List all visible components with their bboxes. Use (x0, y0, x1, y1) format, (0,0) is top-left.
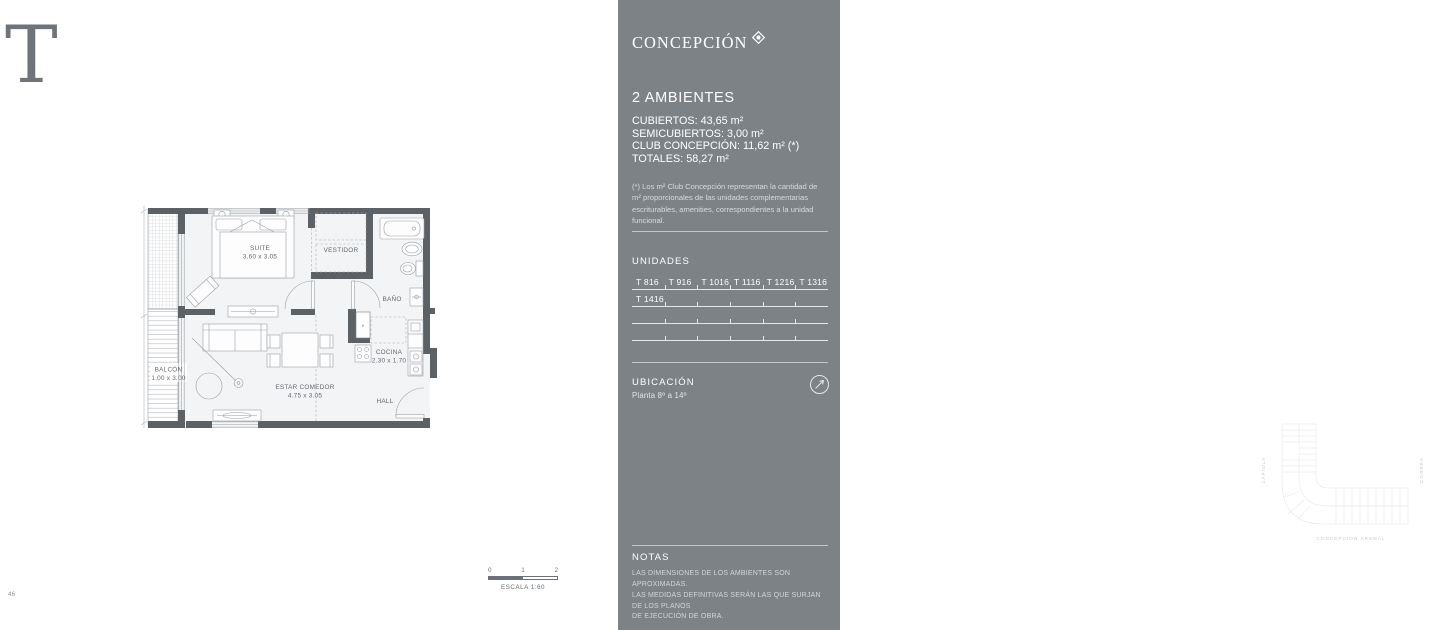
room-label-suite: SUITE (249, 245, 271, 252)
compass-icon (809, 374, 830, 395)
areas-block (632, 115, 828, 166)
unit-cell-empty (795, 307, 828, 324)
sidebar (618, 0, 1424, 630)
street-label-bottom: CONCEPCIÓN ARENAL (1316, 536, 1386, 541)
page-number: 46 (8, 591, 16, 598)
divider (632, 362, 828, 363)
divider (632, 231, 828, 232)
room-dims-cocina: 2.30 x 1.70 (371, 357, 407, 365)
unit-cell-empty (730, 307, 763, 324)
brand-wordmark: CONCEPCIÓN (632, 33, 748, 52)
room-dims-estar: 4.75 x 3.05 (287, 392, 323, 400)
console (228, 306, 278, 317)
room-label-balcon: BALCÓN (154, 366, 183, 374)
scale-tick-0: 0 (488, 567, 492, 574)
notas-line: LAS MEDIDAS DEFINITIVAS SERÁN LAS QUE SURJAN DE LOS PLANOS (632, 591, 821, 610)
bath-sink (402, 242, 422, 256)
area-club: CLUB CONCEPCIÓN: 11,62 m² (*) (632, 140, 800, 153)
unit-cell-empty (730, 290, 763, 307)
room-dims-suite: 3.60 x 3.05 (242, 253, 278, 261)
unit-cell-empty (795, 290, 828, 307)
property-line (141, 206, 147, 428)
unit-cell-empty (632, 324, 665, 341)
sofa (203, 324, 267, 351)
area-cubiertos: CUBIERTOS: 43,65 m² (632, 115, 744, 127)
scale-tick-1: 1 (521, 567, 525, 574)
notas-text (632, 569, 828, 623)
room-label-estar: ESTAR COMEDOR (275, 384, 335, 391)
notas-line: LAS DIMENSIONES DE LOS AMBIENTES SON APROXIMADAS. (632, 570, 791, 588)
room-label-cocina: COCINA (375, 349, 403, 356)
unit-cell: T 916 (665, 273, 698, 290)
bathtub (380, 218, 424, 239)
unit-cell-empty (697, 324, 730, 341)
unit-cell: T 1416 (632, 290, 665, 307)
area-semicubiertos: SEMICUBIERTOS: 3,00 m² (632, 127, 764, 140)
room-dims-balcon: 1.00 x 3.00 (151, 375, 186, 382)
divider (632, 545, 828, 546)
floor-plan (108, 196, 448, 436)
scale-ticks (488, 567, 558, 574)
unit-cell-empty (665, 290, 698, 307)
unit-cell-empty (763, 307, 796, 324)
unit-cell-empty (665, 324, 698, 341)
scale-label: ESCALA 1:60 (500, 583, 545, 591)
street-label-left: ZAPIOLA (1261, 456, 1266, 484)
kitchen-vent-mark: v (361, 323, 365, 328)
unit-cell: T 1216 (763, 273, 796, 290)
unit-cell-empty (697, 307, 730, 324)
scale-bar (488, 567, 558, 591)
brand-row (632, 33, 828, 53)
units-table (632, 273, 828, 341)
tower-letter: T (5, 9, 58, 101)
diamond-logo-icon (751, 30, 766, 45)
kitchen-counter (408, 320, 423, 376)
ubicacion-subtitle: Planta 8º a 14º (632, 391, 687, 400)
scale-bar-filled (489, 577, 523, 580)
unit-cell-empty (665, 307, 698, 324)
notas-line: DE EJECUCIÓN DE OBRA. (632, 613, 724, 621)
unit-cell: T 1316 (795, 273, 828, 290)
room-label-hall: HALL (376, 398, 394, 405)
highlighted-unit (1283, 444, 1299, 458)
building-footprint (1282, 424, 1408, 524)
unit-type-title: 2 AMBIENTES (632, 90, 735, 106)
unit-cell: T 1116 (730, 273, 763, 290)
unit-cell-empty (763, 290, 796, 307)
unit-cell-empty (795, 324, 828, 341)
unit-cell-empty (730, 324, 763, 341)
street-label-right: CORREA (1419, 456, 1424, 484)
ubicacion-title: UBICACIÓN (632, 377, 695, 388)
stove (355, 345, 371, 362)
unit-cell: T 816 (632, 273, 665, 290)
unit-cell-empty (697, 290, 730, 307)
unidades-title: UNIDADES (632, 256, 690, 267)
scale-bar-empty (523, 577, 557, 580)
unit-cell-empty (763, 324, 796, 341)
room-label-vestidor: VESTIDOR (323, 247, 359, 254)
area-totales: TOTALES: 58,27 m² (632, 153, 729, 166)
room-label-bano: BAÑO (382, 296, 402, 303)
scale-bar-graphic (488, 576, 558, 581)
toilet (401, 261, 424, 276)
unit-cell: T 1016 (697, 273, 730, 290)
unit-cell-empty (632, 307, 665, 324)
footnote: (*) Los m² Club Concepción representan la cantidad de m² proporcionales de las unidades complementarias escriturables, amenities, correspondientes a la unidad funcional. (632, 182, 818, 226)
scale-tick-2: 2 (554, 567, 558, 574)
tv-console (213, 410, 261, 421)
notas-title: NOTAS (632, 552, 670, 563)
bed (212, 210, 294, 278)
vanity (410, 288, 423, 306)
site-plan (1252, 418, 1438, 548)
